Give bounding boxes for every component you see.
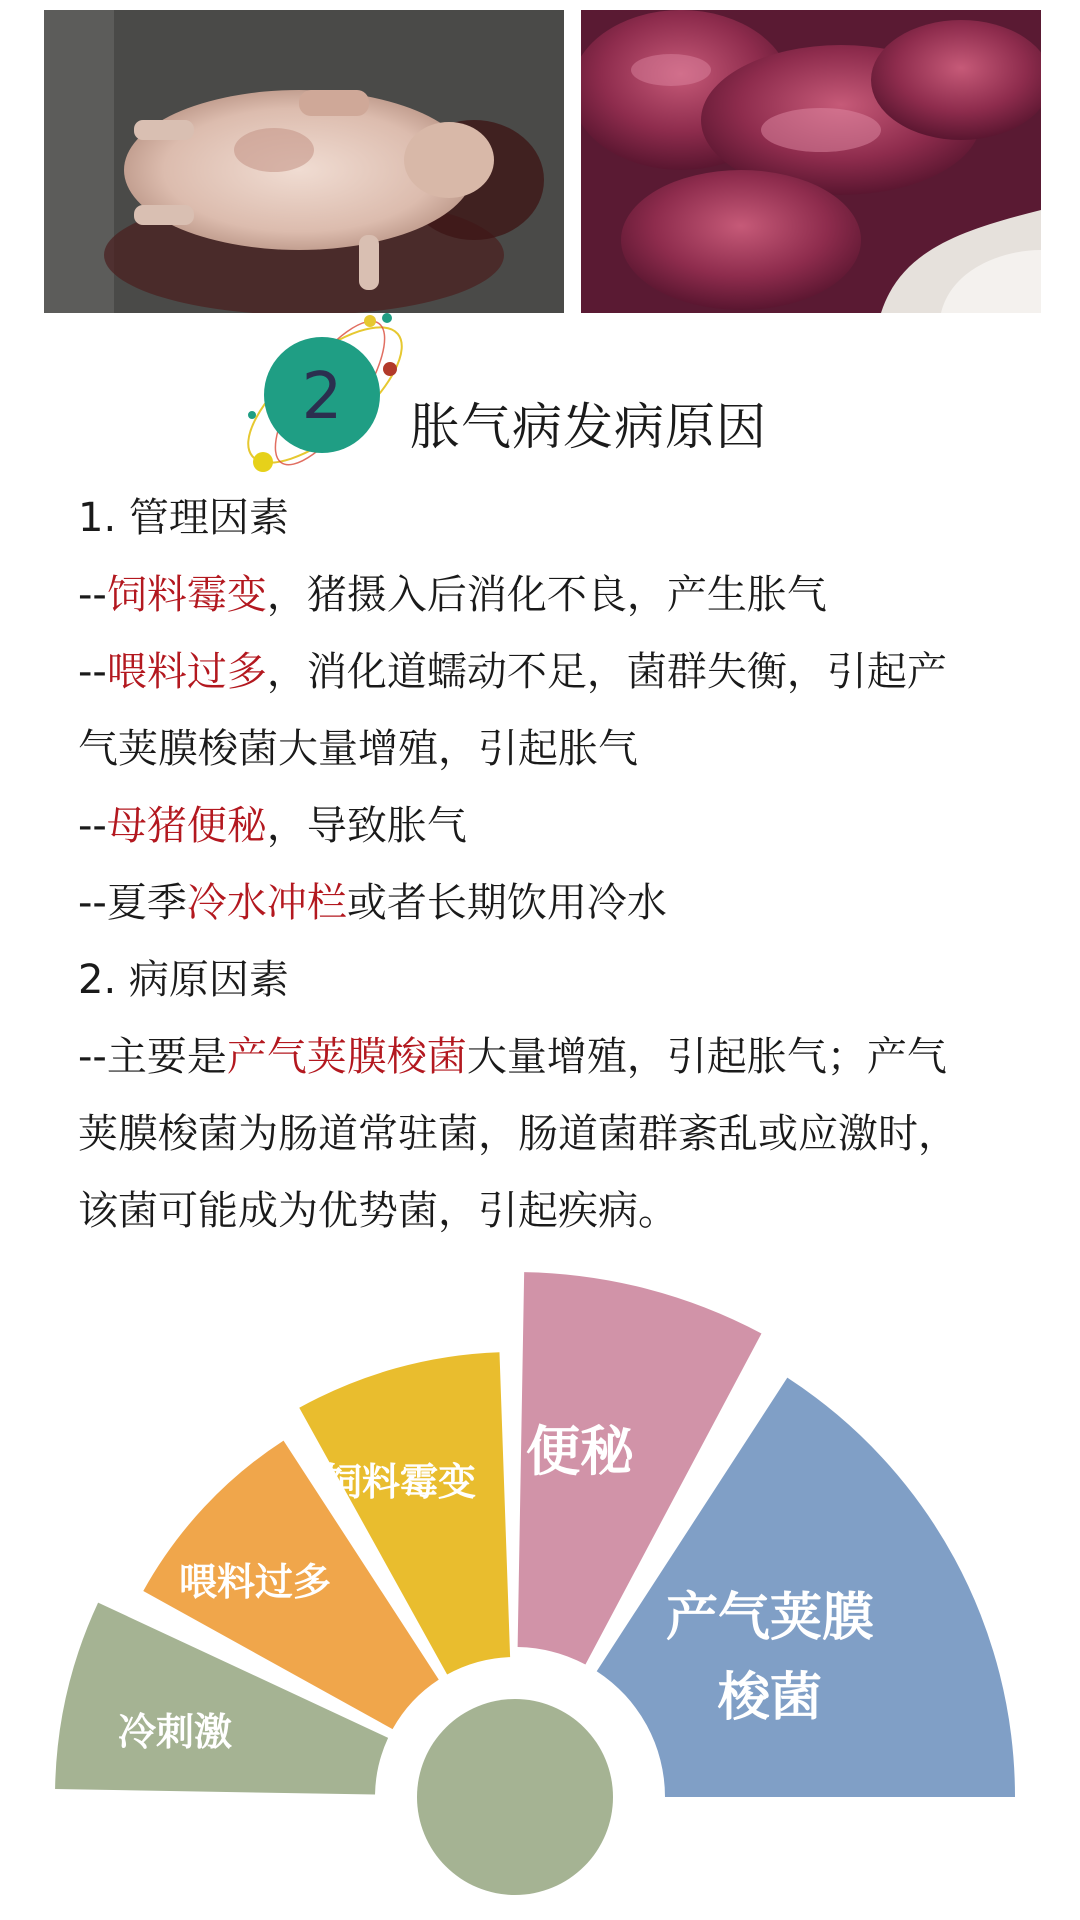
fan-segment-label-4: 便秘	[526, 1420, 634, 1483]
cause-fan-chart	[0, 1270, 1080, 1920]
swollen-intestine-photo	[581, 10, 1041, 313]
list-item: --喂料过多，消化道蠕动不足，菌群失衡，引起产	[78, 649, 947, 695]
fan-segment-label-3: 饲料霉变	[323, 1460, 477, 1504]
fan-center-circle	[417, 1699, 613, 1895]
number-badge-graphic	[230, 305, 430, 485]
highlight-text: 冷水冲栏	[186, 880, 347, 926]
list-item-continuation: 荚膜梭菌为肠道常驻菌，肠道菌群紊乱或应激时，	[78, 1111, 958, 1157]
fan-segment-label-2: 喂料过多	[178, 1560, 332, 1604]
highlight-text: 喂料过多	[106, 649, 267, 695]
sick-pig-photo	[44, 10, 564, 313]
management-heading: 1. 管理因素	[78, 495, 289, 541]
highlight-text: 母猪便秘	[106, 803, 267, 849]
fan-segment-label-1: 冷刺激	[117, 1710, 233, 1754]
section-header	[230, 305, 850, 485]
list-item: --饲料霉变，猪摄入后消化不良，产生胀气	[78, 572, 827, 618]
list-item-continuation: 气荚膜梭菌大量增殖，引起胀气	[78, 726, 638, 772]
list-item-continuation: 该菌可能成为优势菌，引起疾病。	[78, 1188, 678, 1234]
highlight-text: 产气荚膜梭菌	[226, 1034, 467, 1080]
list-item: --主要是产气荚膜梭菌大量增殖，引起胀气；产气	[78, 1034, 947, 1080]
highlight-text: 饲料霉变	[106, 572, 267, 618]
pathogen-heading: 2. 病原因素	[78, 957, 289, 1003]
badge-number: 2	[301, 360, 343, 434]
cause-list	[78, 480, 1028, 1250]
list-item: --夏季冷水冲栏或者长期饮用冷水	[78, 880, 667, 926]
list-item: --母猪便秘，导致胀气	[78, 803, 467, 849]
page-title: 胀气病发病原因	[410, 398, 767, 456]
fan-segment-label-5: 产气荚膜梭菌	[665, 1588, 875, 1728]
